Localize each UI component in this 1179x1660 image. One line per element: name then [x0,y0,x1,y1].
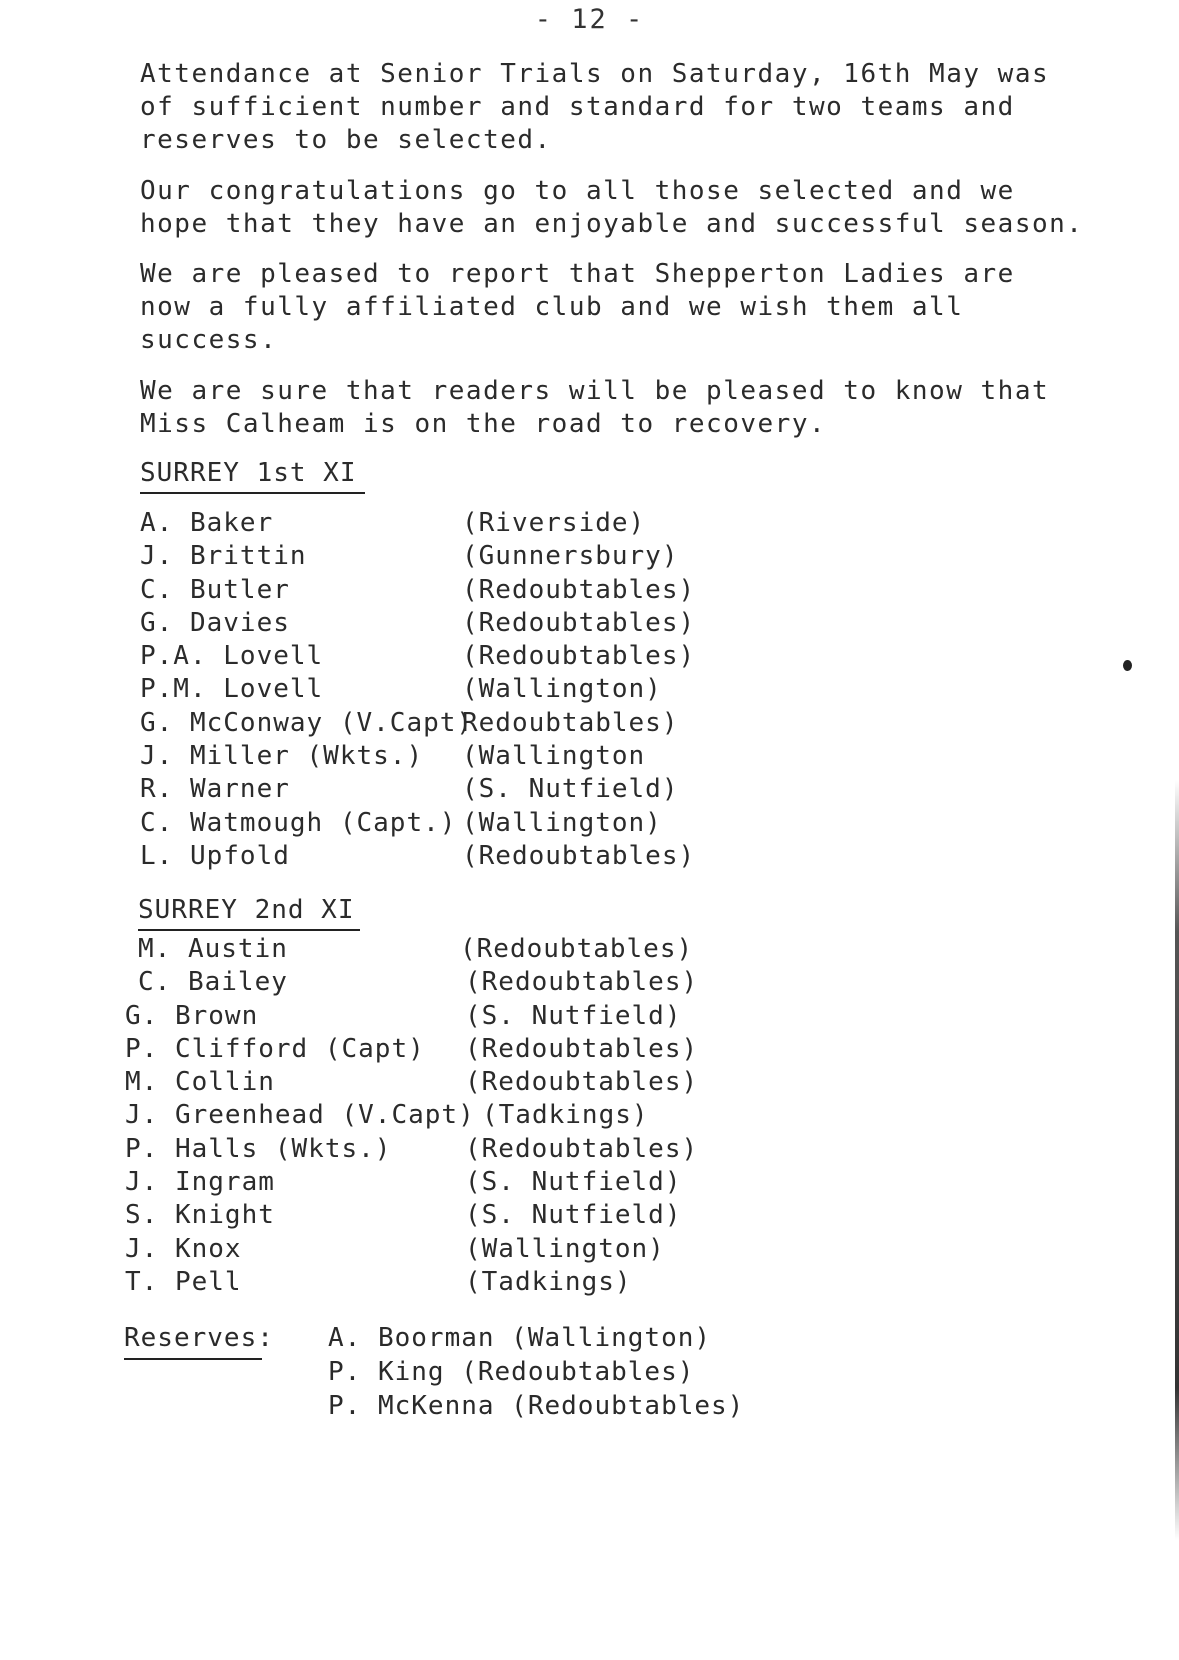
player-row [140,708,760,741]
player-name: A. Baker [140,508,274,538]
player-row [140,774,760,807]
second-xi-heading-underline [138,929,360,931]
player-club: (Wallington) [462,674,662,705]
player-row [138,967,758,1000]
first-xi-heading-underline [140,492,365,494]
player-club: (Redoubtables) [462,607,696,638]
player-club: (Gunnersbury) [462,541,679,572]
player-row [125,1034,745,1067]
reserves-list [328,1323,744,1425]
player-name: G. McConway (V.Capt) [140,707,474,738]
player-club: (Tadkings) [465,1266,632,1297]
player-row [140,508,760,541]
player-row [140,741,760,774]
player-name: P.M. Lovell [140,674,324,705]
player-name: C. Bailey [138,967,288,998]
player-name: J. Knox [125,1233,242,1264]
player-club: (Redoubtables) [460,934,694,964]
player-row [140,674,760,707]
page-number: - 12 - [534,4,645,35]
player-club: (S. Nutfield) [462,774,679,805]
player-club: (Redoubtables) [465,1133,699,1164]
player-club: (Redoubtables) [465,1067,699,1098]
player-name: G. Brown [125,1000,259,1031]
player-row [125,1134,745,1167]
player-row [138,934,758,967]
paragraph-trials [140,58,1070,157]
reserve-player: A. Boorman (Wallington) [328,1323,712,1353]
player-club: (Tadkings) [482,1100,649,1131]
reserves-label: Reserves: [124,1323,274,1353]
paragraph-line: We are sure that readers will be pleased to know that [140,376,1050,406]
player-name: J. Brittin [140,541,307,572]
player-name: L. Upfold [140,840,290,871]
player-club: (S. Nutfield) [465,1167,682,1198]
player-club: (Redoubtables) [462,840,696,871]
player-name: J. Ingram [125,1167,275,1198]
player-club: (Riverside) [462,508,646,538]
paragraph-line: success. [140,325,278,355]
player-row [125,1167,745,1200]
player-club: (S. Nutfield) [465,1000,682,1031]
player-club: (Redoubtables) [462,574,696,605]
paragraph-line: Miss Calheam is on the road to recovery. [140,409,827,439]
player-name: M. Collin [125,1067,275,1098]
player-club: (Redoubtables) [462,641,696,672]
paragraph-line: Our congratulations go to all those selected and we [140,176,1015,206]
player-name: M. Austin [138,934,288,964]
player-name: G. Davies [140,607,290,638]
paragraph-line: We are pleased to report that Shepperton Ladies are [140,259,1015,289]
reserve-player: P. King (Redoubtables) [328,1357,695,1387]
player-row [140,808,760,841]
paragraph-line: now a fully affiliated club and we wish them all [140,292,964,322]
ink-speck [1123,660,1132,671]
paragraph-line: hope that they have an enjoyable and successful season. [140,209,1084,239]
player-name: R. Warner [140,774,290,805]
first-xi-roster [140,508,760,874]
player-name: P.A. Lovell [140,641,324,672]
player-row [125,1001,745,1034]
player-club: (Redoubtables) [465,1033,699,1064]
paragraph-line: of sufficient number and standard for two teams and [140,92,1015,122]
player-row [140,575,760,608]
second-xi-roster [125,934,745,1300]
player-row [125,1234,745,1267]
player-name: C. Butler [140,574,290,605]
player-club: (Wallington) [462,807,662,838]
paragraph-shepperton [140,258,1070,357]
player-club: (Wallington) [465,1233,665,1264]
player-club: (Wallington [462,741,646,772]
reserves-label-underline [124,1358,262,1360]
second-xi-heading: SURREY 2nd XI [138,895,355,925]
first-xi-heading: SURREY 1st XI [140,458,357,488]
player-club: Redoubtables) [462,707,679,738]
player-name: T. Pell [125,1266,242,1297]
player-name: P. Clifford (Capt) [125,1033,425,1064]
player-name: P. Halls (Wkts.) [125,1133,392,1164]
player-row [125,1067,745,1100]
player-name: S. Knight [125,1200,275,1231]
player-row [125,1267,745,1300]
player-row [140,641,760,674]
player-name: J. Greenhead (V.Capt) [125,1100,475,1131]
paragraph-congratulations [140,175,1084,241]
player-club: (S. Nutfield) [465,1200,682,1231]
player-row [125,1100,745,1133]
player-name: J. Miller (Wkts.) [140,741,424,772]
paragraph-line: Attendance at Senior Trials on Saturday, 16th May was [140,59,1050,89]
paragraph-recovery [140,375,1070,441]
player-club: (Redoubtables) [465,967,699,998]
player-row [125,1200,745,1233]
page-edge-shadow [1175,780,1179,1540]
player-row [140,841,760,874]
paragraph-line: reserves to be selected. [140,125,552,155]
player-name: C. Watmough (Capt.) [140,807,457,838]
player-row [140,608,760,641]
player-row [140,541,760,574]
reserve-player: P. McKenna (Redoubtables) [328,1391,745,1421]
